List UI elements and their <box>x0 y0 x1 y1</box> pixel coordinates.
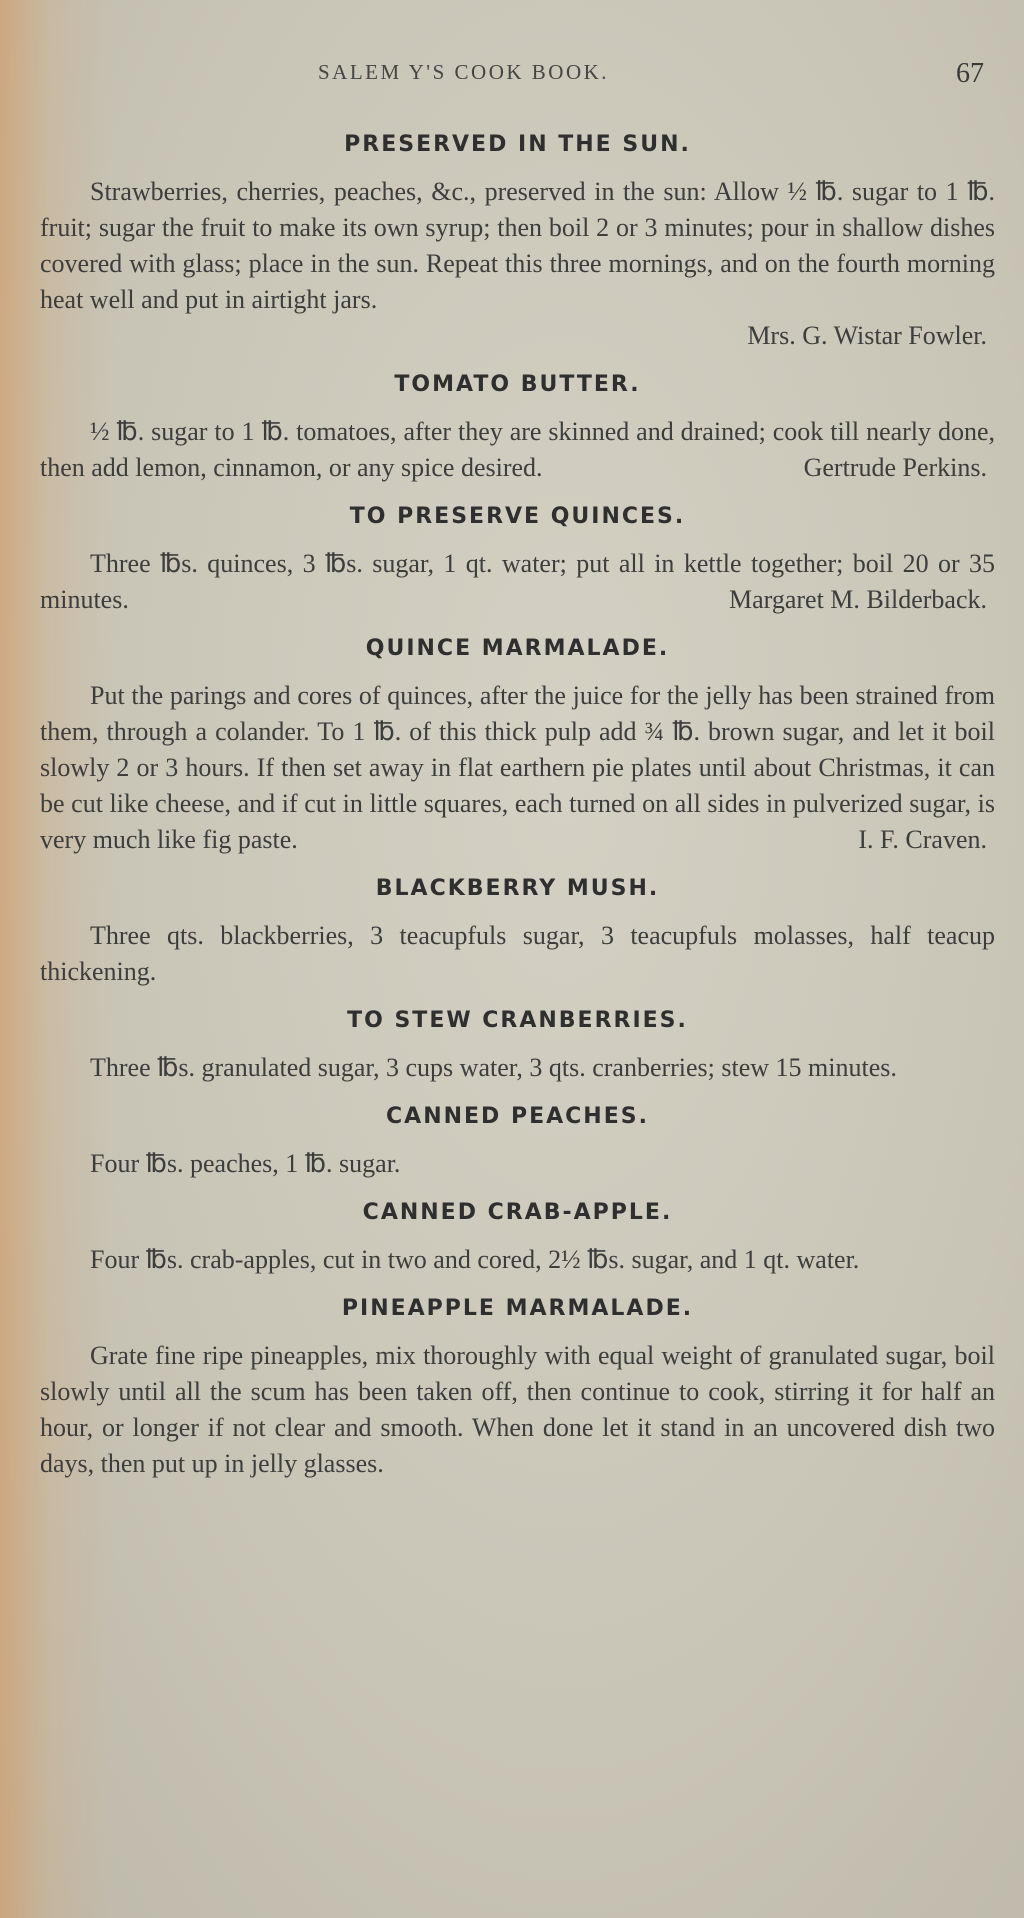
recipe-canned-peaches <box>40 1102 995 1182</box>
recipe-author: I. F. Craven. <box>858 825 987 854</box>
recipe-title: CANNED PEACHES. <box>386 1104 649 1129</box>
recipe-list <box>40 130 995 1482</box>
recipe-canned-crab-apple <box>40 1198 995 1278</box>
recipe-title: PINEAPPLE MARMALADE. <box>341 1296 694 1321</box>
recipe-title: TO STEW CRANBERRIES. <box>347 1008 688 1033</box>
recipe-blackberry-mush <box>40 874 995 990</box>
recipe-title: TOMATO BUTTER. <box>394 372 641 397</box>
recipe-author: Mrs. G. Wistar Fowler. <box>747 321 987 350</box>
recipe-body-text: Put the parings and cores of quinces, after the juice for the jelly has been strained from them, through a colander. To 1 ℔. of this thick pulp add ¾ ℔. brown sugar, and let it boil slowly 2 or 3 hours. If then set away in flat earthern pie plates until about Christmas, it can be cut like cheese, and if cut in little squares, each turned on all sides in pulverized sugar, is very much like fig paste. <box>40 681 995 854</box>
page-number: 67 <box>956 58 984 89</box>
recipe-body-text: Three ℔s. quinces, 3 ℔s. sugar, 1 qt. water; put all in kettle together; boil 20 or 35 minutes. <box>40 549 995 614</box>
running-head <box>0 56 1024 96</box>
recipe-quince-marmalade <box>40 634 995 858</box>
recipe-author: Margaret M. Bilderback. <box>729 585 987 614</box>
recipe-title: CANNED CRAB-APPLE. <box>362 1200 673 1225</box>
recipe-to-stew-cranberries <box>40 1006 995 1086</box>
recipe-to-preserve-quinces <box>40 502 995 618</box>
recipe-body <box>40 546 995 618</box>
recipe-body: Strawberries, cherries, peaches, &c., preserved in the sun: Allow ½ ℔. sugar to 1 ℔. fruit; sugar the fruit to make its own syrup; then boil 2 or 3 minutes; pour in shallow dishes covered with glass; place in the sun. Repeat this three mornings, and on the fourth morning heat well and put in airtight jars. <box>40 177 995 314</box>
recipe-pineapple-marmalade <box>40 1294 995 1482</box>
recipe-author: Gertrude Perkins. <box>803 453 987 482</box>
recipe-preserved-in-the-sun <box>40 130 995 354</box>
recipe-body-text: ½ ℔. sugar to 1 ℔. tomatoes, after they are skinned and drained; cook till nearly done, then add lemon, cinnamon, or any spice desired. <box>40 417 995 482</box>
recipe-body <box>40 414 995 486</box>
running-title: SALEM Y'S COOK BOOK. <box>318 60 610 84</box>
recipe-title: BLACKBERRY MUSH. <box>375 876 660 901</box>
recipe-title: PRESERVED IN THE SUN. <box>344 132 691 157</box>
recipe-body: Grate fine ripe pineapples, mix thoroughly with equal weight of granulated sugar, boil slowly until all the scum has been taken off, then continue to cook, stirring it for half an hour, or longer if not clear and smooth. When done let it stand in an uncovered dish two days, then put up in jelly glasses. <box>40 1341 995 1478</box>
recipe-tomato-butter <box>40 370 995 486</box>
recipe-body: Four ℔s. crab-apples, cut in two and cored, 2½ ℔s. sugar, and 1 qt. water. <box>90 1245 860 1274</box>
recipe-body: Four ℔s. peaches, 1 ℔. sugar. <box>90 1149 401 1178</box>
recipe-body: Three qts. blackberries, 3 teacupfuls sugar, 3 teacupfuls molasses, half teacup thickening. <box>40 921 995 986</box>
recipe-title: QUINCE MARMALADE. <box>365 636 670 661</box>
recipe-body: Three ℔s. granulated sugar, 3 cups water, 3 qts. cranberries; stew 15 minutes. <box>90 1053 897 1082</box>
recipe-body <box>40 678 995 858</box>
recipe-title: TO PRESERVE QUINCES. <box>349 504 686 529</box>
